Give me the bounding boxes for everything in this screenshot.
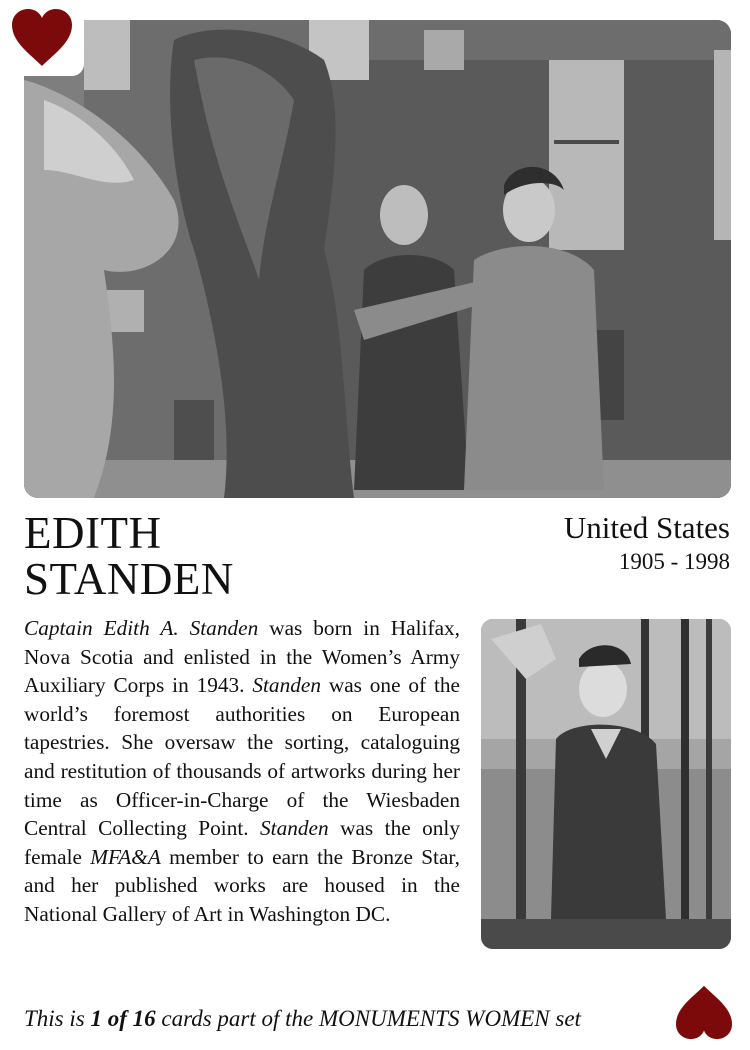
portrait-photo <box>481 619 731 949</box>
heart-icon <box>674 984 734 1040</box>
biography-text <box>24 614 460 929</box>
card-title: EDITH STANDEN <box>24 508 234 604</box>
lifespan-label: 1905 - 1998 <box>618 549 730 574</box>
country-label: United States <box>563 510 730 545</box>
card-count: 1 of 16 <box>90 1006 156 1031</box>
main-photo <box>24 20 731 498</box>
biography-segment: Captain Edith A. Standen <box>24 616 259 640</box>
footer-suffix: cards part of the MONUMENTS WOMEN set <box>155 1006 581 1031</box>
biography-segment: was the only female <box>24 816 460 869</box>
biography-segment: MFA&A <box>90 844 161 869</box>
biography-segment: member to earn the Bronze Star, and her published works are housed in the National Gallery of Art in Washington DC. <box>24 844 460 926</box>
heart-icon <box>10 8 74 68</box>
biography-segment: Standen <box>252 673 321 698</box>
footer-prefix: This is <box>24 1006 91 1031</box>
biography-segment: was born in Halifax, Nova Scotia and enlisted in the Women’s Army Auxiliary Corps in 1943. <box>24 616 460 698</box>
biography-segment: was one of the world’s foremost authorities on European tapestries. She oversaw the sorting, cataloguing and restitution of thousands of artworks during her time as Officer-in-Charge of the Wiesbaden Central Collecting Point. <box>24 673 460 841</box>
card-footer <box>24 1006 581 1032</box>
biography-segment: Standen <box>260 816 329 841</box>
